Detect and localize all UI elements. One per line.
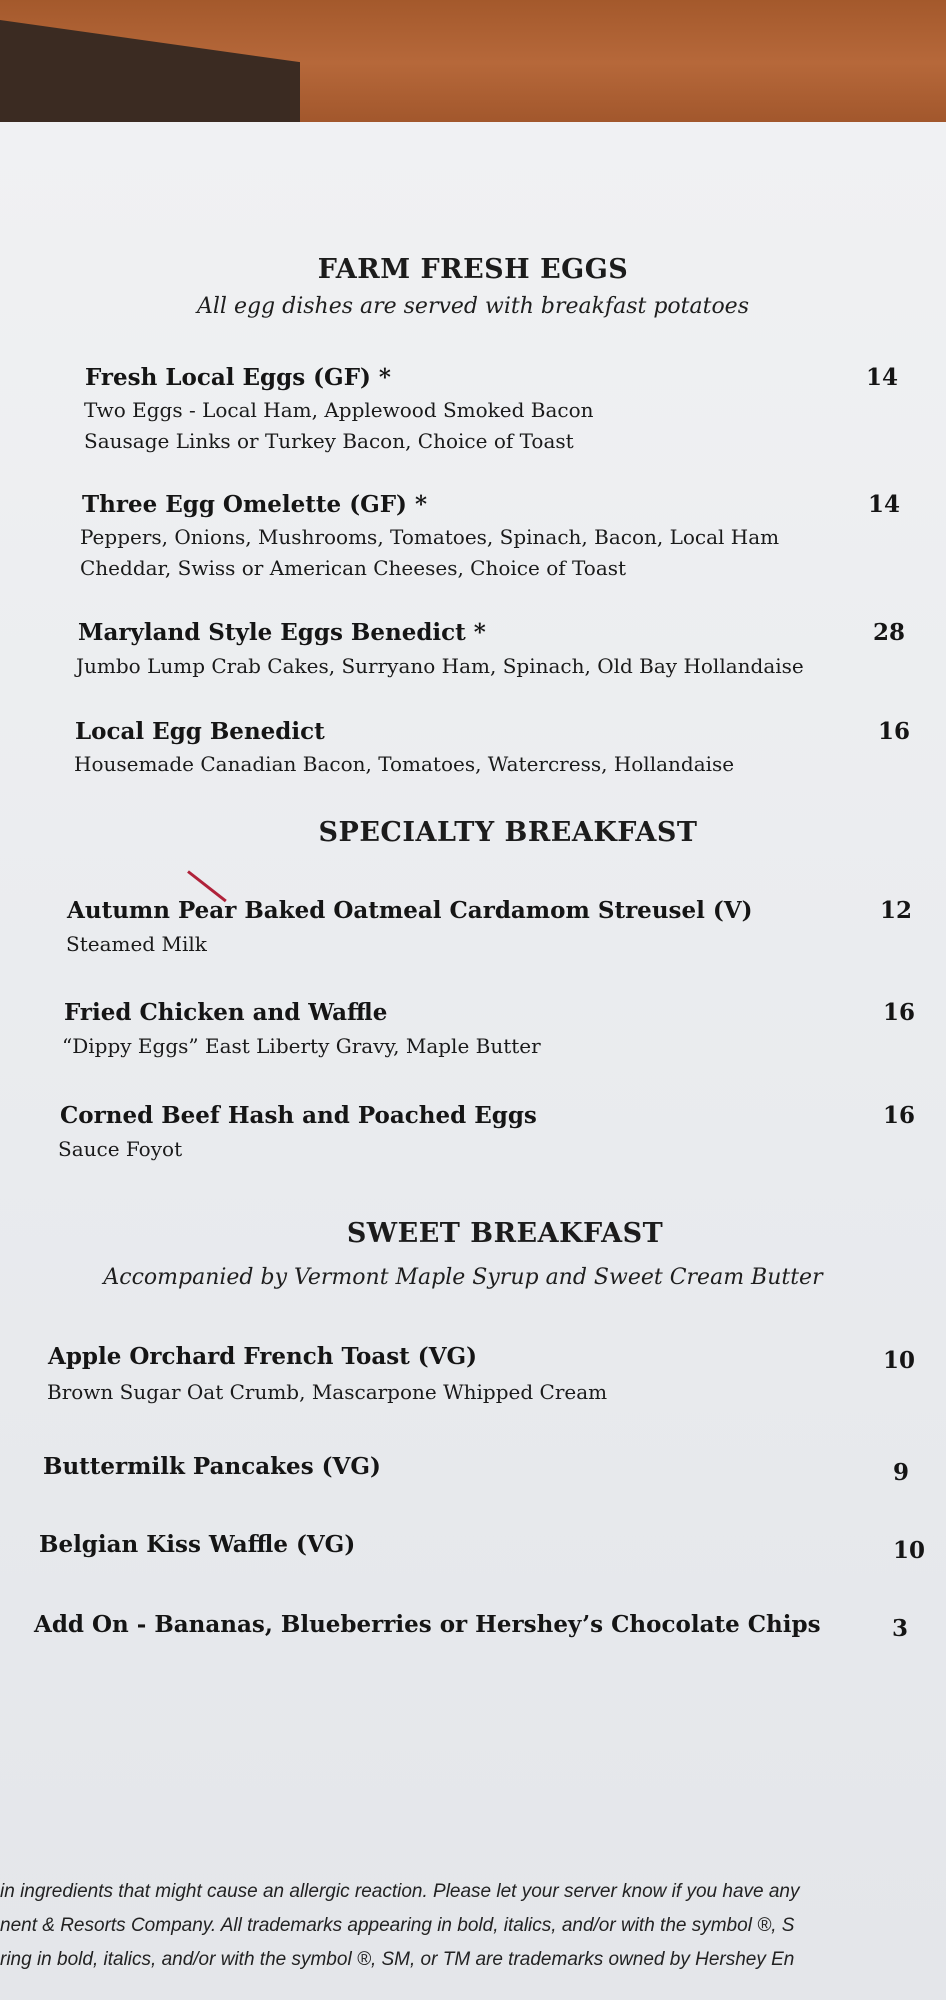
- item-desc-fried-chicken-and-waffle: “Dippy Eggs” East Liberty Gravy, Maple Butter: [62, 1034, 541, 1058]
- item-name-corned-beef-hash: Corned Beef Hash and Poached Eggs: [60, 1102, 537, 1129]
- item-name-autumn-pear-baked-oatmeal: Autumn Pear Baked Oatmeal Cardamom Streusel (V): [67, 897, 753, 924]
- item-name-apple-orchard-french-toast: Apple Orchard French Toast (VG): [48, 1343, 478, 1370]
- item-name-fried-chicken-and-waffle: Fried Chicken and Waffle: [64, 999, 388, 1026]
- item-name-three-egg-omelette: Three Egg Omelette (GF) *: [82, 491, 427, 518]
- item-desc-fresh-local-eggs-line-1: Two Eggs - Local Ham, Applewood Smoked Bacon: [84, 398, 594, 422]
- footer-disclaimer-line-2: nent & Resorts Company. All trademarks appearing in bold, italics, and/or with the symbol ®, S: [0, 1915, 795, 1936]
- item-price-three-egg-omelette: 14: [868, 491, 901, 518]
- item-price-buttermilk-pancakes: 9: [893, 1459, 910, 1486]
- item-price-fried-chicken-and-waffle: 16: [883, 999, 916, 1026]
- item-price-maryland-style-eggs-benedict: 28: [873, 619, 906, 646]
- section-subtitle-sweet-breakfast: Accompanied by Vermont Maple Syrup and Sweet Cream Butter: [103, 1265, 823, 1290]
- item-name-belgian-kiss-waffle: Belgian Kiss Waffle (VG): [39, 1531, 356, 1558]
- section-title-farm-fresh-eggs: FARM FRESH EGGS: [317, 254, 629, 285]
- item-desc-fresh-local-eggs-line-2: Sausage Links or Turkey Bacon, Choice of Toast: [84, 429, 574, 453]
- item-desc-maryland-style-eggs-benedict: Jumbo Lump Crab Cakes, Surryano Ham, Spinach, Old Bay Hollandaise: [76, 654, 804, 678]
- item-desc-three-egg-omelette-line-2: Cheddar, Swiss or American Cheeses, Choice of Toast: [80, 556, 627, 580]
- item-name-local-egg-benedict: Local Egg Benedict: [75, 718, 325, 745]
- item-name-add-on: Add On - Bananas, Blueberries or Hershey’s Chocolate Chips: [34, 1611, 821, 1638]
- item-desc-local-egg-benedict: Housemade Canadian Bacon, Tomatoes, Watercress, Hollandaise: [74, 752, 735, 776]
- item-name-buttermilk-pancakes: Buttermilk Pancakes (VG): [43, 1453, 381, 1480]
- item-desc-apple-orchard-french-toast: Brown Sugar Oat Crumb, Mascarpone Whipped Cream: [47, 1380, 608, 1404]
- item-desc-three-egg-omelette-line-1: Peppers, Onions, Mushrooms, Tomatoes, Spinach, Bacon, Local Ham: [80, 525, 780, 549]
- item-price-local-egg-benedict: 16: [878, 718, 911, 745]
- item-name-maryland-style-eggs-benedict: Maryland Style Eggs Benedict *: [78, 619, 486, 646]
- section-title-specialty-breakfast: SPECIALTY BREAKFAST: [318, 817, 698, 848]
- item-price-corned-beef-hash: 16: [883, 1102, 916, 1129]
- item-desc-autumn-pear-baked-oatmeal: Steamed Milk: [66, 932, 207, 956]
- item-price-autumn-pear-baked-oatmeal: 12: [880, 897, 913, 924]
- item-desc-corned-beef-hash: Sauce Foyot: [58, 1137, 183, 1161]
- item-price-fresh-local-eggs: 14: [866, 364, 899, 391]
- item-price-belgian-kiss-waffle: 10: [893, 1537, 926, 1564]
- item-name-fresh-local-eggs: Fresh Local Eggs (GF) *: [85, 364, 391, 391]
- item-price-apple-orchard-french-toast: 10: [883, 1347, 916, 1374]
- section-subtitle-farm-fresh-eggs: All egg dishes are served with breakfast potatoes: [196, 294, 749, 319]
- section-title-sweet-breakfast: SWEET BREAKFAST: [346, 1218, 664, 1249]
- footer-disclaimer-line-1: in ingredients that might cause an allergic reaction. Please let your server know if you have any: [0, 1881, 800, 1902]
- item-price-add-on: 3: [892, 1615, 909, 1642]
- footer-disclaimer-line-3: ring in bold, italics, and/or with the symbol ®, SM, or TM are trademarks owned by Hershey En: [0, 1949, 795, 1970]
